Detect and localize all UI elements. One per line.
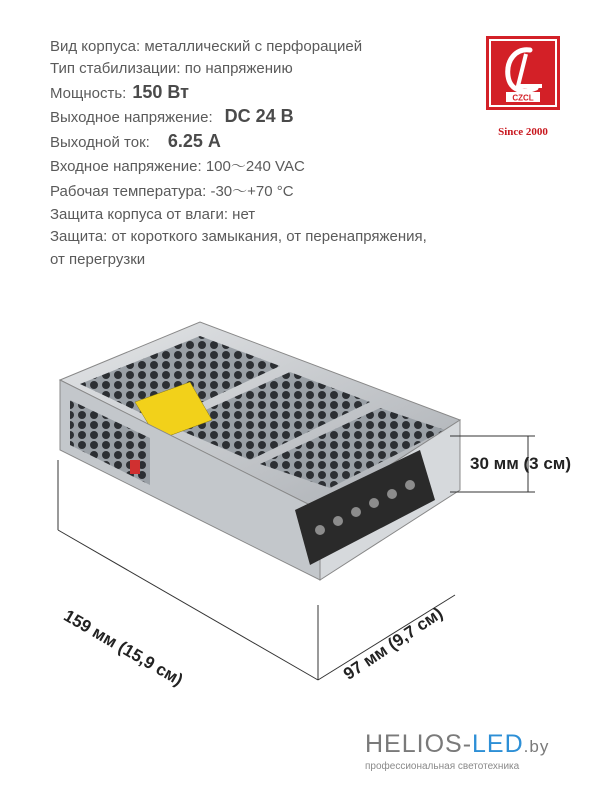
spec-row (50, 226, 470, 248)
spec-row (50, 105, 470, 129)
spec-row (50, 81, 470, 105)
spec-label: от перегрузки (50, 250, 146, 268)
spec-row (50, 58, 470, 80)
spec-label: Мощность: (50, 84, 127, 102)
power-supply-image (40, 310, 480, 610)
czcl-logo-text: CZCL (512, 93, 534, 103)
spec-value: DC 24 В (224, 106, 294, 127)
spec-value: 6.25 А (167, 130, 221, 151)
brand-tld: .by (523, 737, 550, 756)
length-dimension: 159 мм (15,9 см) (60, 606, 187, 690)
helios-led-brand (365, 730, 575, 772)
spec-label: Защита корпуса от влаги: нет (50, 205, 256, 223)
spec-label: Защита: от короткого замыкания, от перенапряжения, (50, 228, 427, 246)
spec-label: Вид корпуса: металлический с перфорацией (50, 38, 363, 55)
czcl-logo-mark (486, 36, 560, 110)
spec-row (50, 204, 470, 226)
spec-value: 150 Вт (132, 81, 189, 102)
spec-row (50, 181, 470, 203)
spec-row (50, 249, 470, 271)
spec-row (50, 36, 470, 58)
spec-label: Входное напряжение: 100～240 VAC (50, 158, 305, 176)
spec-label: Тип стабилизации: по напряжению (50, 60, 293, 78)
spec-label: Рабочая температура: -30～+70 °С (50, 183, 294, 201)
spec-row (50, 156, 470, 178)
czcl-logo (486, 36, 560, 126)
brand-name-part2: LED (472, 730, 524, 758)
brand-tagline: профессиональная светотехника (365, 761, 520, 772)
spec-list (50, 36, 470, 271)
spec-label: Выходное напряжение: (50, 109, 213, 127)
width-dimension: 97 мм (9,7 см) (340, 603, 447, 684)
brand-name-part1: HELIOS- (365, 730, 473, 758)
brand-name (365, 730, 575, 759)
height-dimension: 30 мм (3 см) (470, 454, 572, 473)
spec-label: Выходной ток: (50, 133, 150, 151)
spec-row (50, 130, 470, 154)
since-text: Since 2000 (498, 126, 548, 138)
